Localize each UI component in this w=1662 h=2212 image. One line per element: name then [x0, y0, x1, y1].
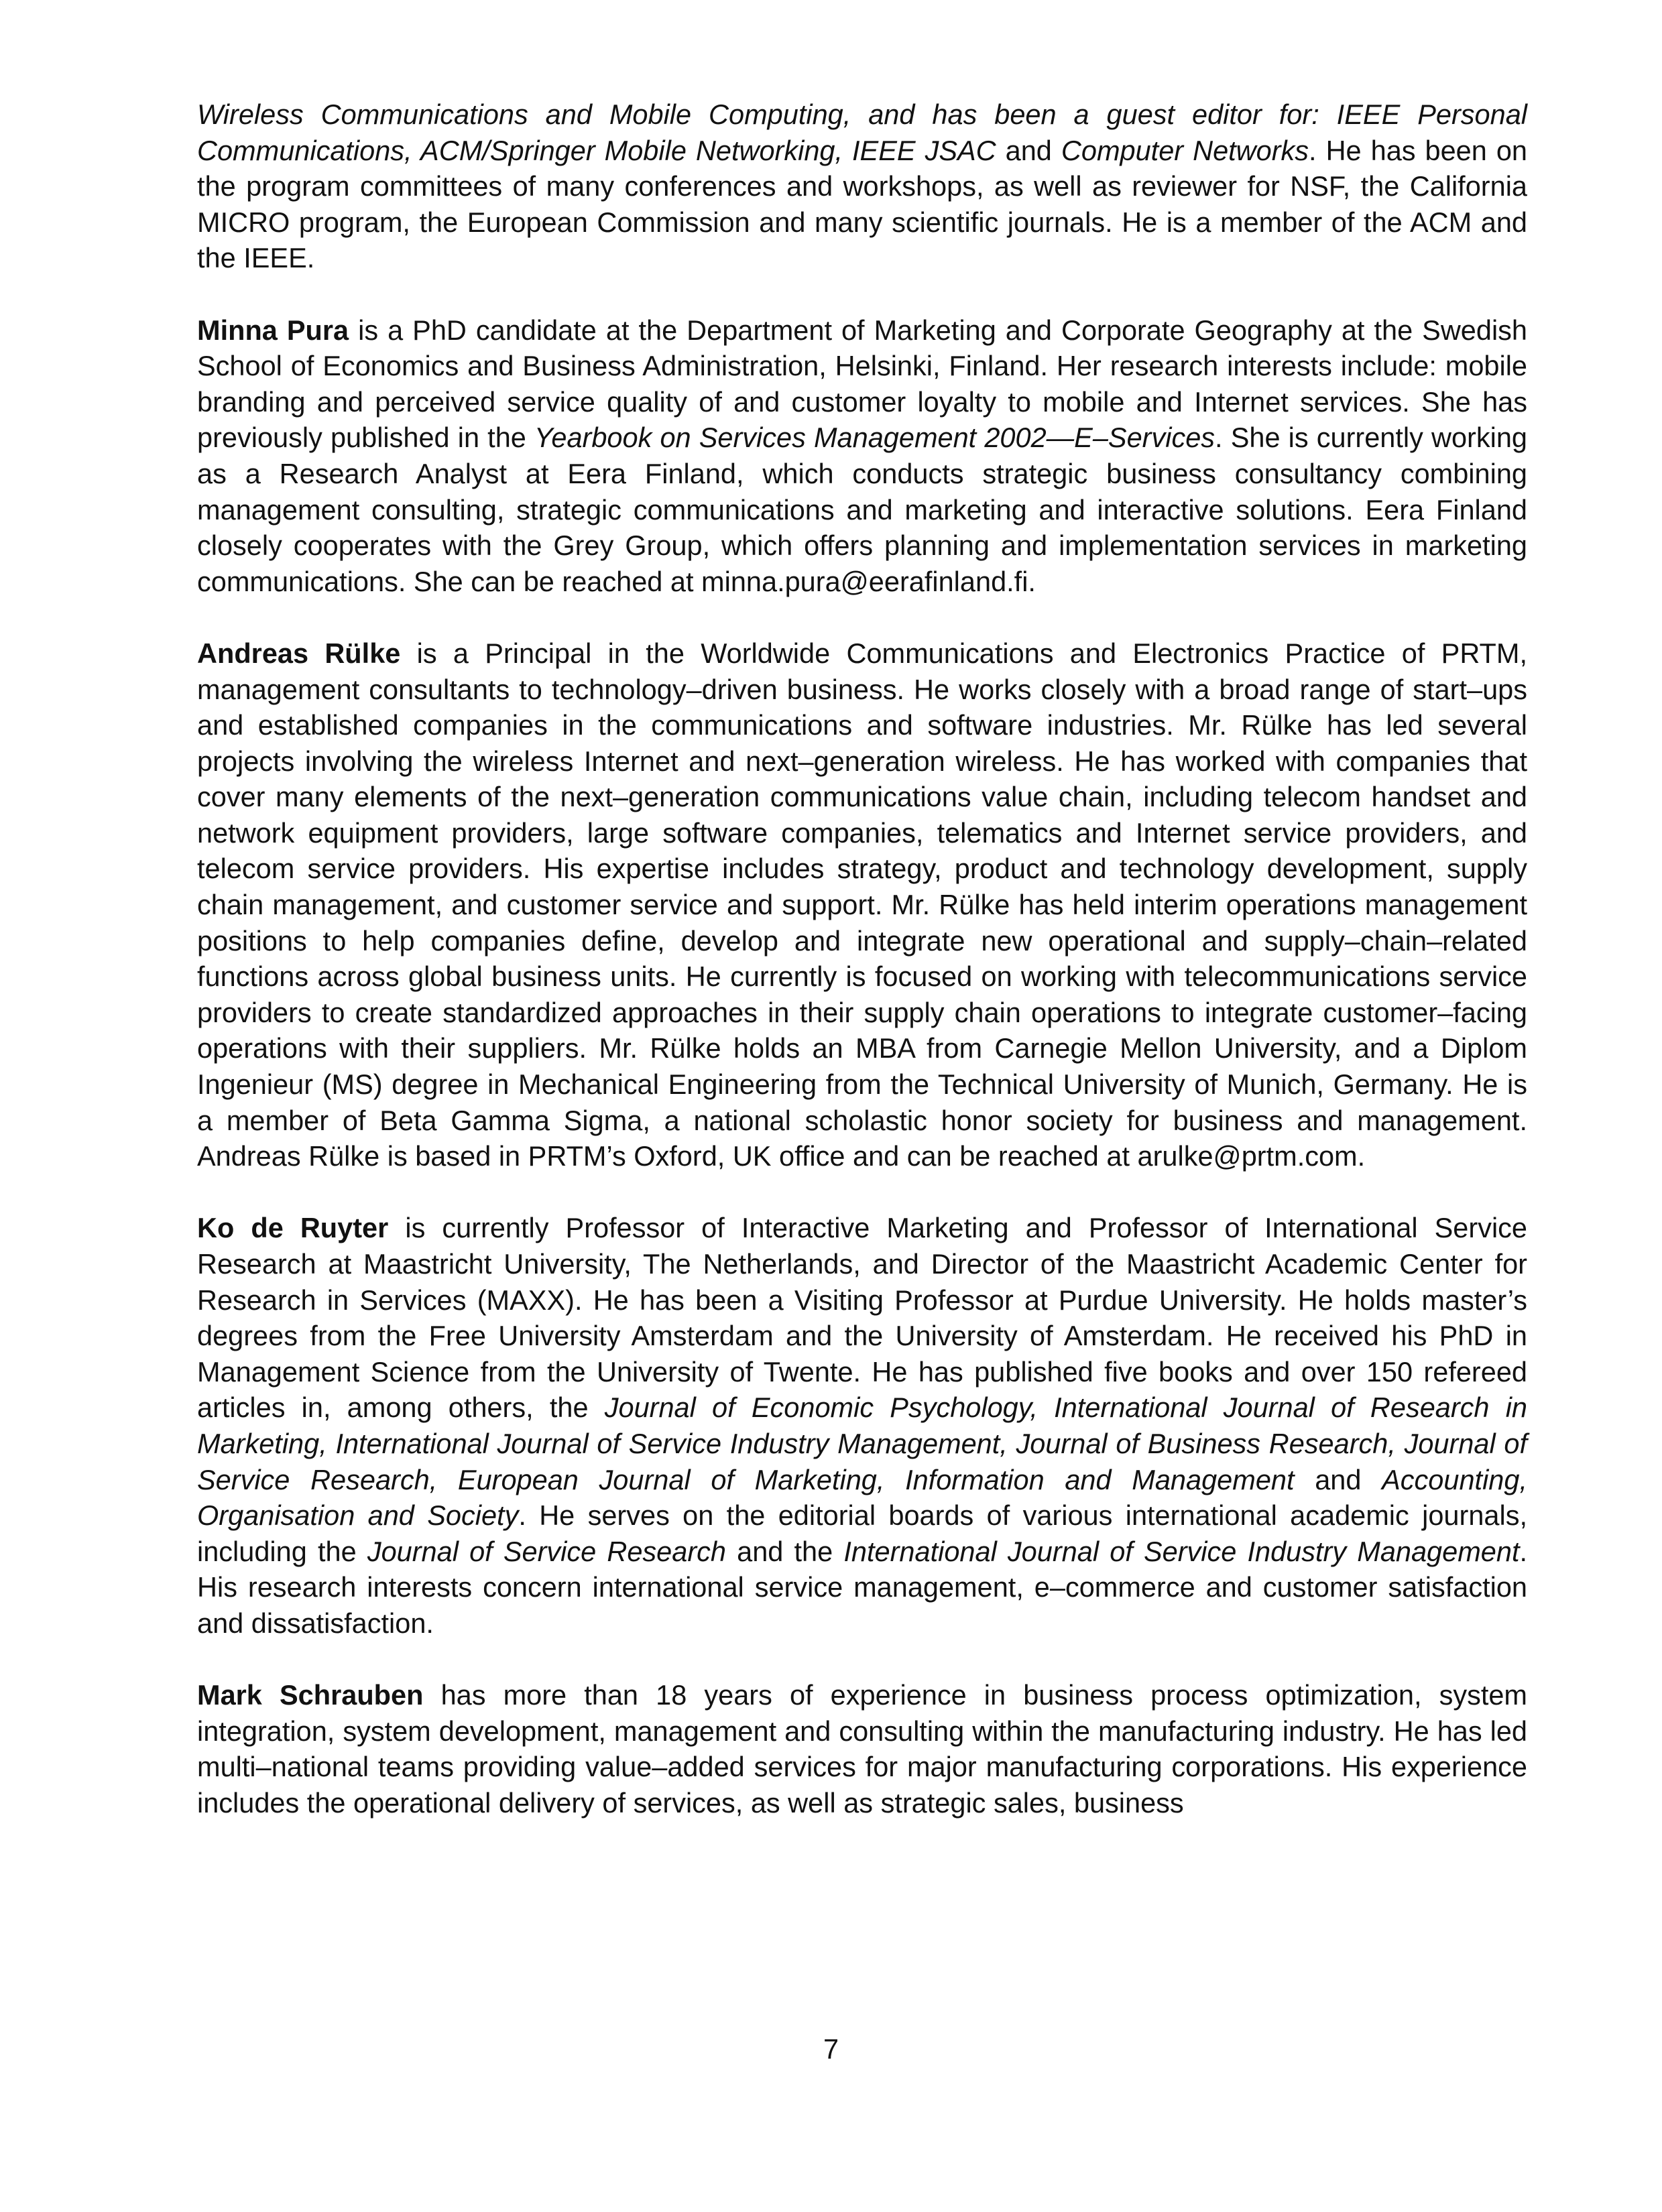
body-text: . She is currently working as a Research Analyst at Eera Finland, which conducts strategic business consultancy combining management consulting, strategic communications and marketing and interactive solutions. Eera Finland closely cooperates with the Grey Group, which offers planning and implementation services in marketing communications. She can be reached at minna.pura@eerafinland.fi. — [197, 422, 1527, 597]
author-name: Minna Pura — [197, 314, 349, 346]
bio-paragraph-ko-de-ruyter — [197, 1210, 1527, 1641]
body-text: is a PhD candidate at the Department of Marketing and Corporate Geography at the Swedish School of Economics and Business Administration, Helsinki, Finland. Her research interests include: mobile branding and perceived service quality of and customer loyalty to mobile and Internet services. She has previously published in the — [197, 314, 1528, 454]
body-text: . He serves on the editorial boards of various international academic journals, including the — [197, 1499, 1527, 1567]
body-text: and — [1294, 1463, 1382, 1495]
body-text: . His research interests concern international service management, e–commerce and customer satisfaction and dissatisfaction. — [197, 1535, 1528, 1639]
bio-paragraph-mark-schrauben — [197, 1677, 1527, 1821]
bio-paragraph-continuation — [197, 97, 1527, 276]
journal-title-italic: Accounting, Organisation and Society — [197, 1463, 1527, 1532]
journal-title-italic: Wireless Communications and Mobile Computing, and has been a guest editor for: IEEE Personal Communications, ACM/Springer Mobile Networking, IEEE JSAC — [197, 99, 1527, 166]
page-number: 7 — [823, 2033, 839, 2065]
body-text: and — [996, 134, 1061, 166]
journal-list-italic: Journal of Economic Psychology, International Journal of Research in Marketing, International Journal of Service Industry Management, Journal of Business Research, Journal of Service Research, European Journal of Marketing, Information and Management — [197, 1392, 1528, 1495]
body-text: is currently Professor of Interactive Marketing and Professor of International Service Research at Maastricht University, The Netherlands, and Director of the Maastricht Academic Center for Research in Services (MAXX). He has been a Visiting Professor at Purdue University. He holds master’s degrees from the Free University Amsterdam and the University of Amsterdam. He received his PhD in Management Science from the University of Twente. He has published five books and over 150 refereed articles in, among others, the — [197, 1212, 1527, 1424]
bio-paragraph-minna-pura — [197, 312, 1527, 600]
publication-title-italic: Yearbook on Services Management 2002—E–Services — [534, 422, 1215, 454]
journal-title-italic: Journal of Service Research — [367, 1535, 726, 1567]
journal-title-italic: Computer Networks — [1061, 134, 1309, 166]
journal-title-italic: International Journal of Service Industry Management — [843, 1535, 1520, 1567]
body-text: and the — [725, 1535, 844, 1567]
body-text: has more than 18 years of experience in business process optimization, system integration, system development, management and consulting within the manufacturing industry. He has led multi–national teams providing value–added services for major manufacturing corporations. His experience includes the operational delivery of services, as well as strategic sales, business — [197, 1679, 1528, 1819]
body-text: is a Principal in the Worldwide Communications and Electronics Practice of PRTM, management consultants to technology–driven business. He works closely with a broad range of start–ups and established companies in the communications and software industries. Mr. Rülke has led several projects involving the wireless Internet and next–generation wireless. He has worked with companies that cover many elements of the next–generation communications value chain, including telecom handset and network equipment providers, large software companies, telematics and Internet service providers, and telecom service providers. His expertise includes strategy, product and technology development, supply chain management, and customer service and support. Mr. Rülke has held interim operations management positions to help companies define, develop and integrate new operational and supply–chain–related functions across global business units. He currently is focused on working with telecommunications service providers to create standardized approaches in their supply chain operations to integrate customer–facing operations with their suppliers. Mr. Rülke holds an MBA from Carnegie Mellon University, and a Diplom Ingenieur (MS) degree in Mechanical Engineering from the Technical University of Munich, Germany. He is a member of Beta Gamma Sigma, a national scholastic honor society for business and management. Andreas Rülke is based in PRTM’s Oxford, UK office and can be reached at arulke@prtm.com. — [197, 637, 1527, 1172]
bio-paragraph-andreas-rulke — [197, 635, 1527, 1174]
document-page — [197, 97, 1527, 1857]
author-name: Andreas Rülke — [197, 637, 401, 669]
author-name: Mark Schrauben — [197, 1679, 424, 1711]
author-name: Ko de Ruyter — [197, 1212, 389, 1244]
body-text: . He has been on the program committees of many conferences and workshops, as well as reviewer for NSF, the California MICRO program, the European Commission and many scientific journals. He is a member of the ACM and the IEEE. — [197, 134, 1527, 274]
